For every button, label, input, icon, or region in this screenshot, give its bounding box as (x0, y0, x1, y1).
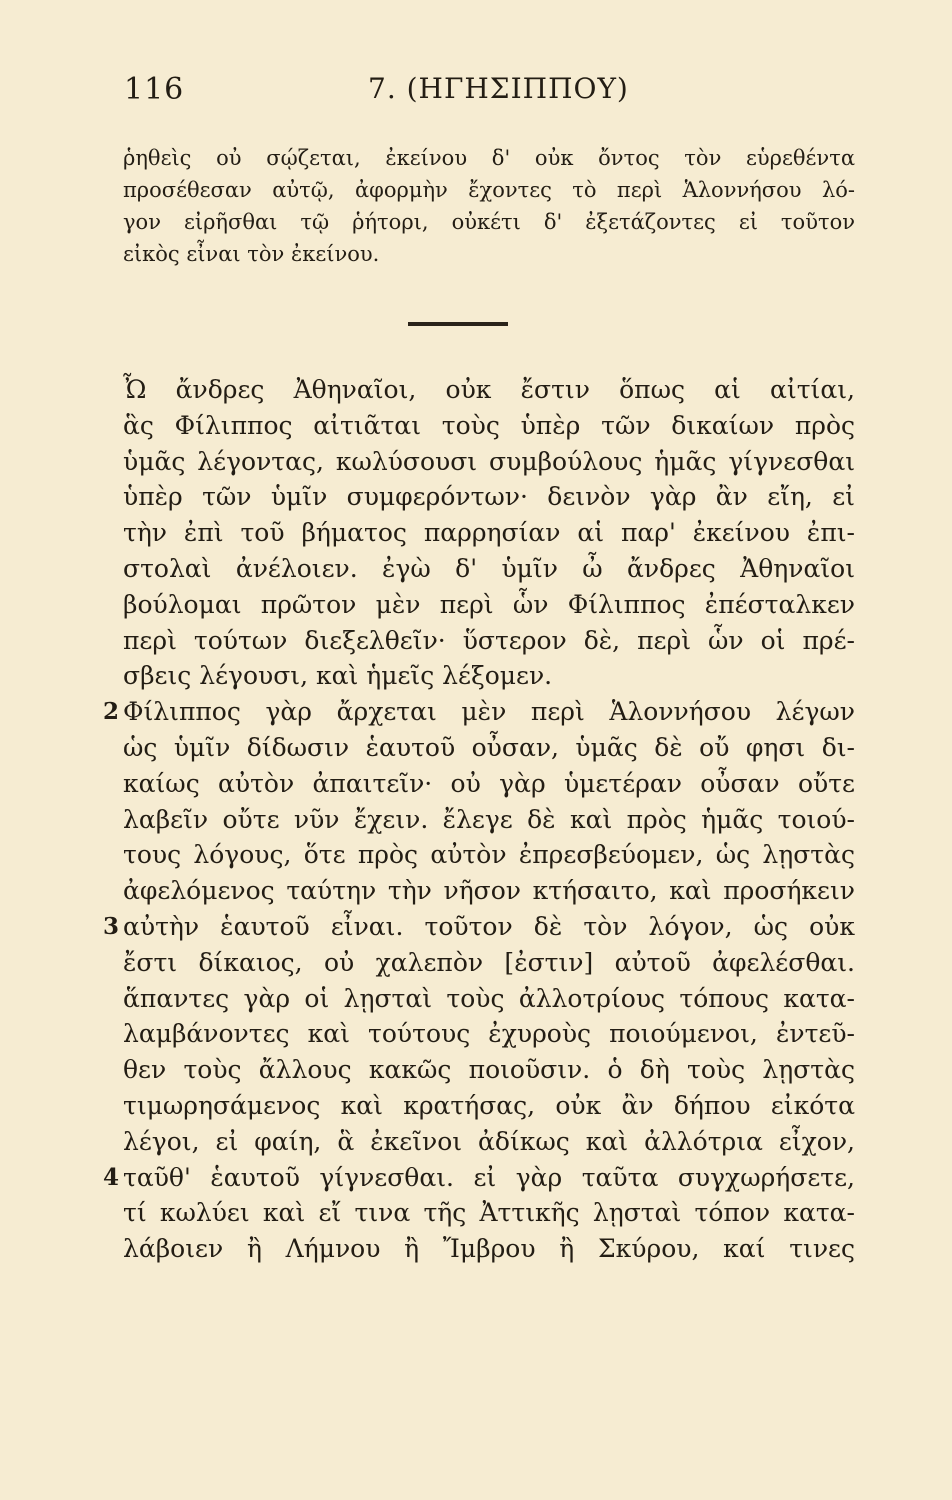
line-text: λαμβάνοντες καὶ τούτους ἐχυροὺς ποιούμενοι, ἐντεῦ- (123, 1019, 855, 1049)
text-line (123, 515, 855, 551)
line-text: Φίλιππος γὰρ ἄρχεται μὲν περὶ Ἁλοννήσου λέγων (123, 697, 855, 727)
line-text: βούλομαι πρῶτον μὲν περὶ ὧν Φίλιππος ἐπέσταλκεν (123, 589, 855, 619)
page-number: 116 (124, 72, 185, 107)
text-line (123, 981, 855, 1017)
note-line: ῥηθεὶς οὐ σῴζεται, ἐκείνου δ' οὐκ ὄντος τὸν εὑρεθέντα (123, 146, 855, 170)
section-number: 4 (103, 1163, 120, 1191)
text-line (123, 479, 855, 515)
text-line (103, 1160, 855, 1196)
text-line (123, 1016, 855, 1052)
text-line (123, 1052, 855, 1088)
line-text: ἀφελόμενος ταύτην τὴν νῆσον κτήσαιτο, καὶ προσήκειν (123, 876, 855, 906)
line-text: λέγοι, εἰ φαίη, ἃ ἐκεῖνοι ἀδίκως καὶ ἀλλότρια εἶχον, (123, 1126, 855, 1156)
text-line (123, 444, 855, 480)
text-line (123, 1195, 855, 1231)
text-line (123, 1231, 855, 1267)
line-text: ὡς ὑμῖν δίδωσιν ἑαυτοῦ οὖσαν, ὑμᾶς δὲ οὔ φησι δι- (123, 732, 855, 762)
line-text: ταῦθ' ἑαυτοῦ γίγνεσθαι. εἰ γὰρ ταῦτα συγχωρήσετε, (123, 1162, 855, 1192)
text-line (103, 909, 855, 945)
text-line (123, 766, 855, 802)
line-text: στολαὶ ἀνέλοιεν. ἐγὼ δ' ὑμῖν ὦ ἄνδρες Ἀθηναῖοι (123, 553, 855, 583)
text-line (103, 694, 855, 730)
section-number: 2 (103, 698, 120, 726)
line-text: τους λόγους, ὅτε πρὸς αὐτὸν ἐπρεσβεύομεν, ὡς λῃστὰς (123, 840, 855, 870)
introductory-note (123, 142, 855, 270)
line-text: ὑμᾶς λέγοντας, κωλύσουσι συμβούλους ἡμᾶς γίγνεσθαι (123, 446, 855, 476)
section-divider (408, 322, 508, 326)
line-text: περὶ τούτων διεξελθεῖν· ὕστερον δὲ, περὶ ὧν οἱ πρέ- (123, 625, 855, 655)
note-line: εἰκὸς εἶναι τὸν ἐκείνου. (123, 242, 380, 266)
line-text: λαβεῖν οὔτε νῦν ἔχειν. ἔλεγε δὲ καὶ πρὸς ἡμᾶς τοιού- (123, 804, 855, 834)
line-text: θεν τοὺς ἄλλους κακῶς ποιοῦσιν. ὁ δὴ τοὺς λῃστὰς (123, 1055, 855, 1085)
line-text: λάβοιεν ἢ Λήμνου ἢ Ἴμβρου ἢ Σκύρου, καί τινες (123, 1234, 855, 1264)
text-line (123, 587, 855, 623)
note-line: γον εἰρῆσθαι τῷ ῥήτορι, οὐκέτι δ' ἐξετάζοντες εἰ τοῦτον (123, 210, 855, 234)
text-line (123, 623, 855, 659)
section-number: 3 (103, 912, 120, 940)
text-line (123, 873, 855, 909)
text-line (123, 945, 855, 981)
line-text: αὐτὴν ἑαυτοῦ εἶναι. τοῦτον δὲ τὸν λόγον, ὡς οὐκ (123, 911, 855, 941)
line-text: σβεις λέγουσι, καὶ ἡμεῖς λέξομεν. (123, 661, 553, 691)
line-text: Ὦ ἄνδρες Ἀθηναῖοι, οὐκ ἔστιν ὅπως αἱ αἰτίαι, (123, 375, 855, 404)
text-line (123, 551, 855, 587)
note-line: προσέθεσαν αὐτῷ, ἀφορμὴν ἔχοντες τὸ περὶ Ἁλοννήσου λό- (123, 178, 855, 202)
line-text: τιμωρησάμενος καὶ κρατήσας, οὐκ ἂν δήπου εἰκότα (123, 1090, 855, 1120)
line-text: τί κωλύει καὶ εἴ τινα τῆς Ἀττικῆς λῃσταὶ τόπον κατα- (123, 1198, 855, 1228)
text-line (123, 802, 855, 838)
line-text: καίως αὐτὸν ἀπαιτεῖν· οὐ γὰρ ὑμετέραν οὖσαν οὔτε (123, 768, 855, 798)
text-line (123, 372, 855, 408)
text-line (123, 408, 855, 444)
text-line (123, 1124, 855, 1160)
line-text: ἅπαντες γὰρ οἱ λῃσταὶ τοὺς ἀλλοτρίους τόπους κατα- (123, 983, 855, 1013)
text-line (123, 730, 855, 766)
line-text: ἔστι δίκαιος, οὐ χαλεπὸν [ἐστιν] αὐτοῦ ἀφελέσθαι. (123, 947, 855, 977)
running-head: 7. (ΗΓΗΣΙΠΠΟΥ) (368, 72, 629, 105)
line-text: ἃς Φίλιππος αἰτιᾶται τοὺς ὑπὲρ τῶν δικαίων πρὸς (123, 410, 855, 440)
main-text (103, 372, 855, 1267)
text-line (123, 1088, 855, 1124)
line-text: τὴν ἐπὶ τοῦ βήματος παρρησίαν αἱ παρ' ἐκείνου ἐπι- (123, 518, 855, 548)
text-line (123, 658, 855, 694)
line-text: ὑπὲρ τῶν ὑμῖν συμφερόντων· δεινὸν γὰρ ἂν εἴη, εἰ (123, 482, 855, 512)
text-line (123, 837, 855, 873)
